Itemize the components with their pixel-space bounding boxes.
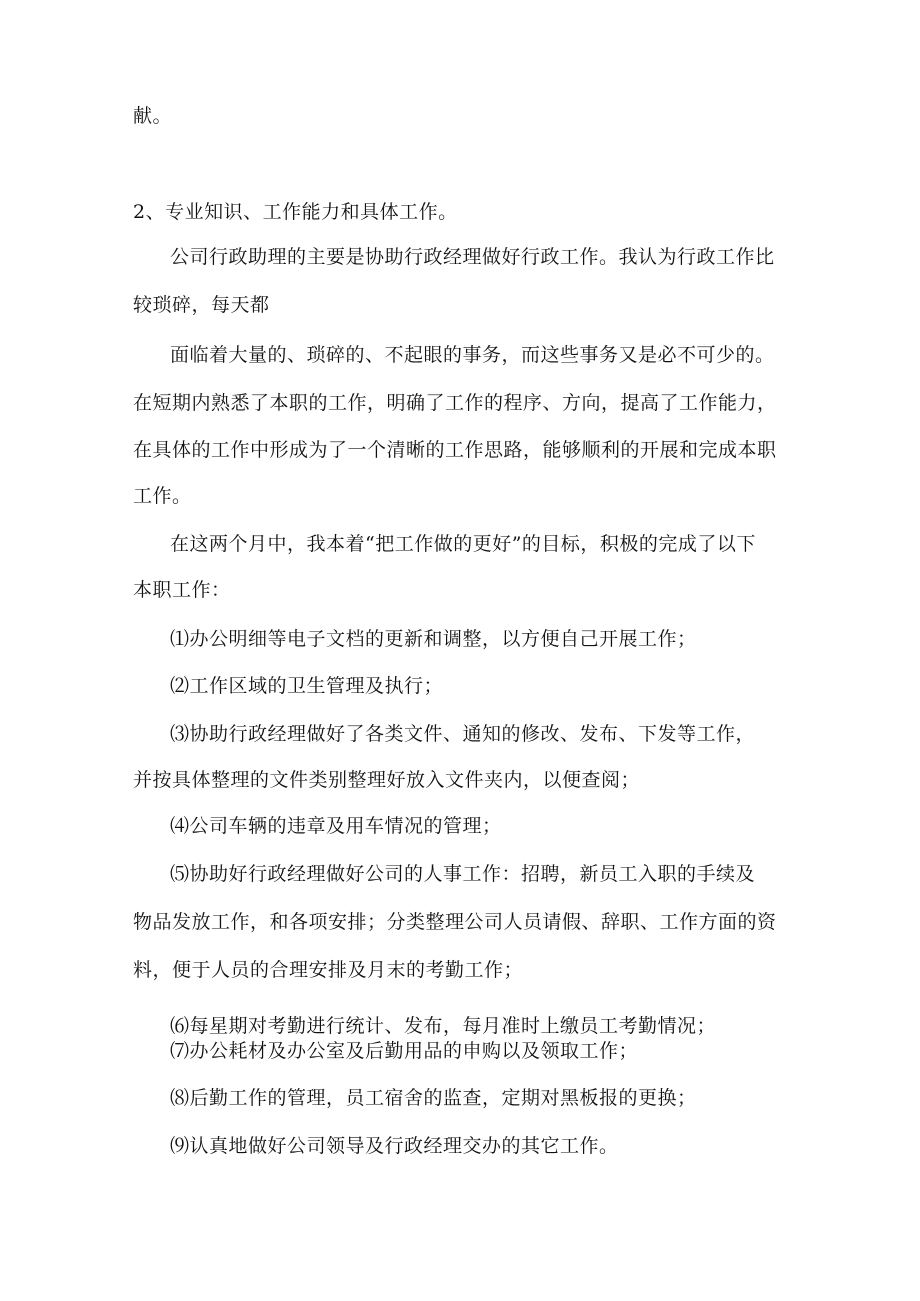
- text-line: 献。: [133, 105, 173, 127]
- list-item: ⑸协助好行政经理做好公司的人事工作：招聘，新员工入职的手续及: [170, 863, 756, 885]
- list-item: ⑴办公明细等电子文档的更新和调整，以方便自己开展工作；: [170, 628, 697, 650]
- list-item: ⑼认真地做好公司领导及行政经理交办的其它工作。: [170, 1135, 619, 1157]
- list-item: ⑺办公耗材及办公室及后勤用品的申购以及领取工作；: [170, 1040, 639, 1062]
- text-line: 面临着大量的、琐碎的、不起眼的事务，而这些事务又是必不可少的。: [170, 344, 775, 366]
- text-line: 本职工作：: [133, 579, 231, 601]
- text-line: 并按具体整理的文件类别整理好放入文件夹内，以便查阅；: [133, 769, 641, 791]
- list-item: ⑻后勤工作的管理，员工宿舍的监查，定期对黑板报的更换；: [170, 1087, 697, 1109]
- list-item: ⑷公司车辆的违章及用车情况的管理；: [170, 815, 502, 837]
- text-line: 物品发放工作，和各项安排；分类整理公司人员请假、辞职、工作方面的资: [133, 911, 777, 933]
- text-line: 在短期内熟悉了本职的工作，明确了工作的程序、方向，提高了工作能力，: [133, 392, 777, 414]
- text-line: 公司行政助理的主要是协助行政经理做好行政工作。我认为行政工作比: [170, 246, 775, 268]
- section-heading: 2、专业知识、工作能力和具体工作。: [133, 201, 458, 223]
- list-item: ⑹每星期对考勤进行统计、发布，每月准时上缴员工考勤情况；: [170, 1015, 717, 1037]
- list-item: ⑶协助行政经理做好了各类文件、通知的修改、发布、下发等工作，: [170, 723, 756, 745]
- list-item: ⑵工作区域的卫生管理及执行；: [170, 675, 444, 697]
- text-line: 在具体的工作中形成为了一个清晰的工作思路，能够顺利的开展和完成本职: [133, 439, 777, 461]
- text-line: 在这两个月中，我本着“把工作做的更好”的目标，积极的完成了以下: [170, 533, 756, 555]
- text-line: 较琐碎，每天都: [133, 294, 270, 316]
- text-line: 工作。: [133, 485, 192, 507]
- text-line: 料，便于人员的合理安排及月末的考勤工作；: [133, 959, 524, 981]
